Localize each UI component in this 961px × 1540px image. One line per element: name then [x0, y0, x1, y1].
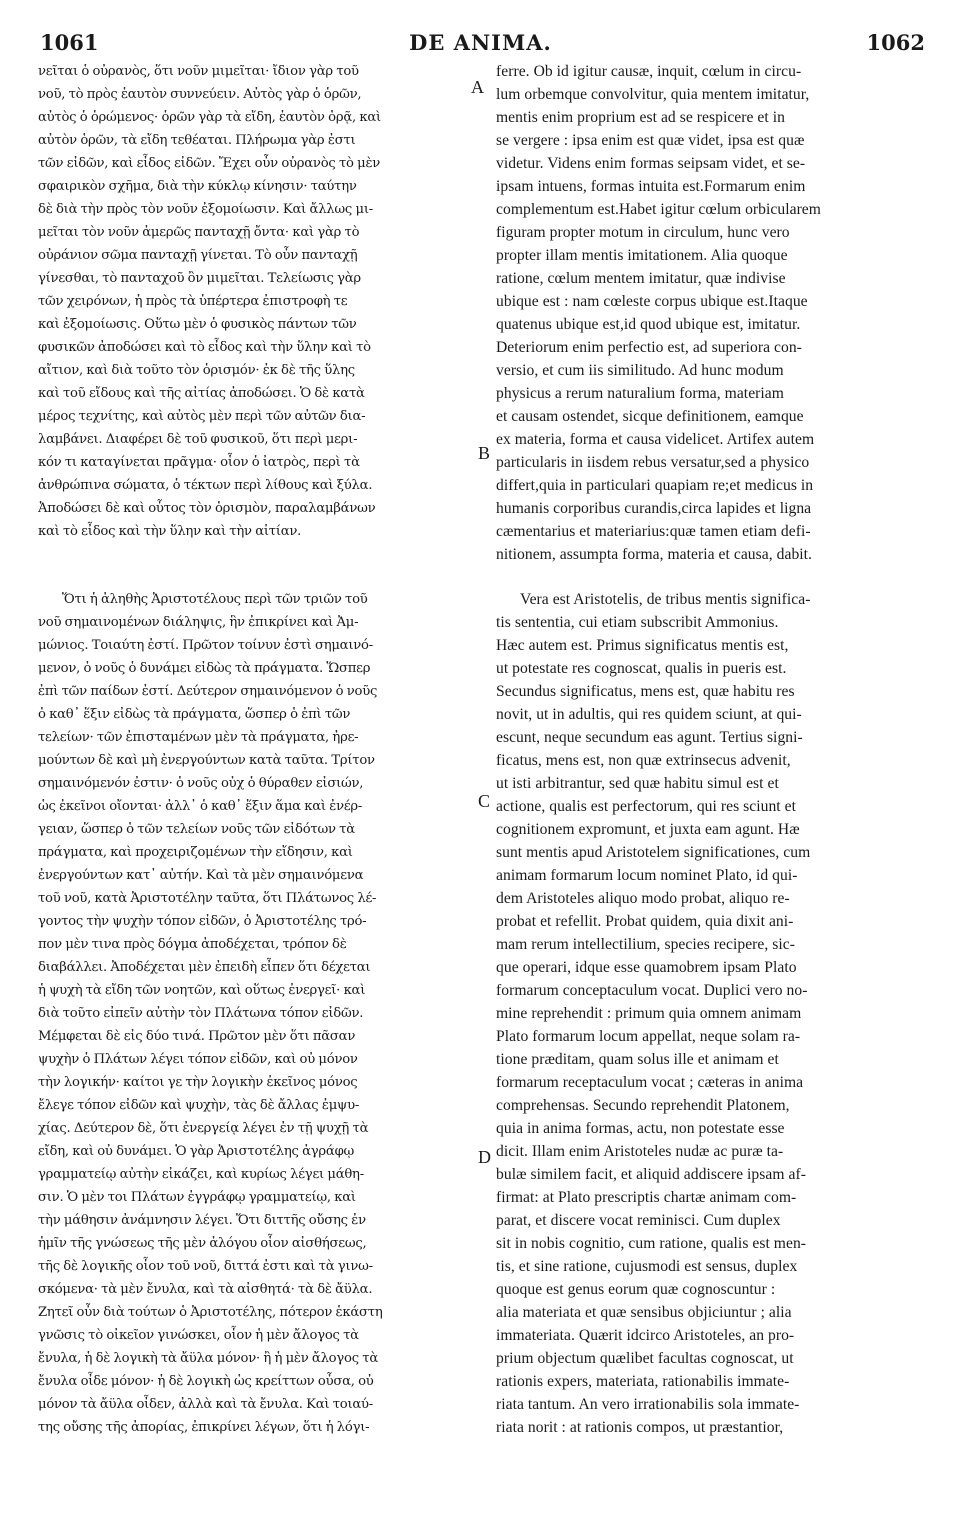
text-line: μόνον τὰ ἄϋλα οἶδεν, ἀλλὰ καὶ τὰ ἔνυλα. Καὶ τοιαύ-	[38, 1397, 374, 1412]
text-line: σιν. Ὁ μὲν τοι Πλάτων ἐγγράφῳ γραμματείῳ, καὶ	[38, 1190, 356, 1205]
text-line: ficatus, mens est, non quæ extrinsecus advenit,	[496, 752, 791, 769]
section-marker-d: D	[478, 1147, 491, 1167]
text-line: ἔνυλα, ἡ δὲ λογικὴ τὰ ἄϋλα μόνον· ἢ ἡ μὲν ἄλογος τὰ	[38, 1351, 378, 1366]
text-line: ἡ ψυχὴ τὰ εἴδη τῶν νοητῶν, καὶ οὕτως ἐνεργεῖ· καὶ	[38, 983, 366, 998]
greek-paragraph-2	[38, 588, 484, 1439]
section-marker-a: A	[471, 77, 484, 97]
text-line: ψυχὴν ὁ Πλάτων λέγει τόπον εἰδῶν, καὶ οὐ μόνον	[38, 1052, 358, 1067]
text-line: cæmentarius et materiarius:quæ tamen etiam defi-	[496, 523, 811, 540]
text-line: μέρος τεχνίτης, καὶ αὐτὸς μὲν περὶ τῶν αὐτῶν δια-	[38, 409, 366, 424]
text-line: της οὔσης τῆς ἀπορίας, ἐπικρίνει λέγων, ὅτι ἡ λόγι-	[38, 1420, 370, 1435]
text-line: quia in anima formas, actu, non potestate esse	[496, 1120, 785, 1137]
running-title: DE ANIMA.	[409, 30, 552, 55]
text-line: εἴδη, καὶ οὐ δυνάμει. Ὁ γὰρ Ἀριστοτέλης ἀγράφῳ	[38, 1144, 355, 1159]
text-line: ipsam intuens, formas intuita est.Formarum enim	[496, 178, 806, 195]
text-line: ex materia, forma et causa videlicet. Artifex autem	[496, 431, 815, 448]
text-line: prium objectum quælibet facultas cognoscat, ut	[496, 1350, 794, 1367]
text-line: ut potestate res cognoscat, qualis in pueris est.	[496, 660, 787, 677]
text-line: νοῦ, τὸ πρὸς ἑαυτὸν συννεύειν. Αὐτὸς γὰρ ὁ ὁρῶν,	[38, 87, 362, 102]
text-line: μεῖται τὸν νοῦν ἀμερῶς πανταχῇ ὄντα· καὶ γὰρ τὸ	[38, 225, 360, 240]
text-line: parat, et discere vocat reminisci. Cum duplex	[496, 1212, 781, 1229]
text-line: ἐνεργούντων κατ᾽ αὐτήν. Καὶ τὰ μὲν σημαινόμενα	[38, 868, 364, 883]
text-line: γίνεσθαι, τὸ πανταχοῦ ὂν μιμεῖται. Τελείωσις γὰρ	[38, 271, 361, 286]
latin-paragraph-2	[496, 588, 924, 1439]
text-line: comprehensas. Secundo reprehendit Platonem,	[496, 1097, 790, 1114]
text-line: πράγματα, καὶ προχειριζομένων τὴν εἴδησιν, καὶ	[38, 845, 353, 860]
text-line: videtur. Videns enim formas seipsam videt, et se-	[496, 155, 806, 172]
text-line: σφαιρικὸν σχῆμα, διὰ τὴν κύκλῳ κίνησιν· ταύτην	[38, 179, 357, 194]
text-line: τῆς δὲ λογικῆς οἷον τοῦ νοῦ, διττά ἐστι καὶ τὰ γινω-	[38, 1259, 373, 1274]
text-line: μούντων δὲ καὶ μὴ ἐνεργούντων κατὰ ταῦτα. Τρίτον	[38, 753, 375, 768]
text-line: Ἀποδώσει δὲ καὶ οὗτος τὸν ὁρισμὸν, παραλαμβάνων	[38, 501, 376, 516]
text-line: φυσικῶν ἀποδώσει καὶ τὸ εἶδος καὶ τὴν ὕλην καὶ τὸ	[38, 340, 371, 355]
text-line: τοῦ νοῦ, κατὰ Ἀριστοτέλην ταῦτα, ὅτι Πλάτωνος λέ-	[38, 891, 377, 906]
text-line: sunt mentis apud Aristotelem significationes, cum	[496, 844, 811, 861]
text-line: Ζητεῖ οὖν διὰ τούτων ὁ Ἀριστοτέλης, πότερον ἑκάστη	[38, 1305, 383, 1320]
text-line: particularis in iisdem rebus versatur,sed a physico	[496, 454, 810, 471]
text-line: quatenus ubique est,id quod ubique est, imitatur.	[496, 316, 801, 333]
text-line: αὐτὸν ὁρῶν, τὰ εἴδη τεθέαται. Πλήρωμα γὰρ ἐστι	[38, 133, 356, 148]
text-line: formarum receptaculum vocat ; cæteras in anima	[496, 1074, 804, 1091]
greek-paragraph-1	[38, 60, 484, 543]
text-line: quoque est genus eorum quæ cognoscuntur :	[496, 1281, 776, 1298]
text-line: κόν τι καταγίνεται πρᾶγμα· οἷον ὁ ἰατρὸς, περὶ τὰ	[38, 455, 360, 470]
text-line: ferre. Ob id igitur causæ, inquit, cœlum in circu-	[496, 63, 802, 80]
text-line: σκόμενα· τὰ μὲν ἔνυλα, καὶ τὰ αἰσθητά· τὰ δὲ ἄϋλα.	[38, 1282, 373, 1297]
text-line: γειαν, ὥσπερ ὁ τῶν τελείων νοῦς τῶν εἰδότων τὰ	[38, 822, 355, 837]
text-line: tis, et sine ratione, cujusmodi est sensus, duplex	[496, 1258, 798, 1275]
text-line: riata tantum. An vero irrationabilis sola immate-	[496, 1396, 800, 1413]
text-line: propter illam mentis imitationem. Alia quoque	[496, 247, 788, 264]
text-line: animam formarum locum nominet Plato, id qui-	[496, 867, 798, 884]
text-line: αἴτιον, καὶ διὰ τοῦτο τὸν ὁρισμόν· ἐκ δὲ τῆς ὕλης	[38, 363, 355, 378]
text-line: τῶν εἰδῶν, καὶ εἶδος εἰδῶν. Ἔχει οὖν οὐρανὸς τὸ μὲν	[38, 156, 381, 171]
text-line: complementum est.Habet igitur cœlum orbicularem	[496, 201, 821, 218]
text-line: Hæc autem est. Primus significatus mentis est,	[496, 637, 789, 654]
text-line: humanis corporibus curandis,circa lapides et ligna	[496, 500, 812, 517]
text-line: Secundus significatus, mens est, quæ habitu res	[496, 683, 795, 700]
text-line: que operari, idque esse quamobrem ipsam Plato	[496, 959, 797, 976]
text-line: versio, et cum iis similitudo. Ad hunc modum	[496, 362, 784, 379]
page-number-left: 1061	[40, 30, 99, 55]
text-line: actione, qualis est perfectorum, qui res sciunt et	[496, 798, 796, 815]
text-line: ἀνθρώπινα σώματα, ὁ τέκτων περὶ λίθους καὶ ξύλα.	[38, 478, 373, 493]
text-line: τῶν χειρόνων, ἡ πρὸς τὰ ὑπέρτερα ἐπιστροφὴ τε	[38, 294, 348, 309]
text-line: tis sententia, cui etiam subscribit Ammonius.	[496, 614, 779, 631]
section-marker-b: B	[478, 443, 491, 463]
text-line: πον μὲν τινα πρὸς δόγμα ἀποδέχεται, τρόπον δὲ	[38, 937, 347, 952]
text-line: Plato formarum locum appellat, neque solam ra-	[496, 1028, 801, 1045]
text-line: διὰ τοῦτο εἰπεῖν αὐτὴν τὸν Πλάτωνα τόπον εἰδῶν.	[38, 1006, 364, 1021]
text-line: ἐπὶ τῶν παίδων ἐστί. Δεύτερον σημαινόμενον ὁ νοῦς	[38, 684, 378, 699]
text-line: Vera est Aristotelis, de tribus mentis significa-	[520, 591, 811, 608]
text-line: dem Aristoteles aliquo modo probat, aliquo re-	[496, 890, 790, 907]
text-line: γνῶσις τὸ οἰκεῖον γινώσκει, οἷον ἡ μὲν ἄλογος τὰ	[38, 1328, 359, 1343]
text-line: διαβάλλει. Ἀποδέχεται μὲν ἐπειδὴ εἶπεν ὅτι δέχεται	[38, 960, 371, 975]
section-marker-c: C	[478, 791, 491, 811]
text-line: probat et refellit. Probat quidem, quia dixit ani-	[496, 913, 794, 930]
text-line: figuram propter motum in circulum, hunc vero	[496, 224, 790, 241]
text-line: ubique est : nam cœleste corpus ubique est.Itaque	[496, 293, 808, 310]
text-line: se vergere : ipsa enim est quæ videt, ipsa est quæ	[496, 132, 805, 149]
text-line: Ὅτι ἡ ἀληθὴς Ἀριστοτέλους περὶ τῶν τριῶν τοῦ	[62, 592, 368, 607]
text-line: καὶ ἐξομοίωσις. Οὕτω μὲν ὁ φυσικὸς πάντων τῶν	[38, 317, 357, 332]
text-line: et causam ostendet, sicque definitionem, eamque	[496, 408, 804, 425]
text-line: tione præditam, quam solus ille et animam et	[496, 1051, 779, 1068]
text-line: ὡς ἐκεῖνοι οἴονται· ἀλλ᾽ ὁ καθ᾽ ἕξιν ἅμα καὶ ἐνέρ-	[38, 799, 363, 814]
text-line: physicus a rerum naturalium forma, materiam	[496, 385, 784, 402]
text-line: γραμματείῳ αὐτὴν εἰκάζει, καὶ κυρίως λέγει μάθη-	[38, 1167, 364, 1182]
text-line: alia materiata et quæ sensibus objiciuntur ; alia	[496, 1304, 792, 1321]
text-line: καὶ τοῦ εἴδους καὶ τῆς αἰτίας ἀποδώσει. Ὁ δὲ κατὰ	[38, 386, 365, 401]
text-line: τελείων· τῶν ἐπισταμένων μὲν τὰ πράγματα, ἠρε-	[38, 730, 359, 745]
text-line: ratione, cœlum mentem imitatur, quæ indivise	[496, 270, 786, 287]
text-line: mentis enim proprium est ad se respicere et in	[496, 109, 785, 126]
text-line: sit in nobis cognitio, cum ratione, qualis est men-	[496, 1235, 807, 1252]
text-line: lum orbemque convolvitur, quia mentem imitatur,	[496, 86, 810, 103]
text-line: οὐράνιον σῶμα πανταχῇ γίνεται. Τὸ οὖν πανταχῇ	[38, 248, 358, 263]
text-line: αὐτὸς ὁ ὁρώμενος· ὁρῶν γὰρ τὰ εἴδη, ἑαυτὸν ὁρᾷ, καὶ	[38, 110, 381, 125]
text-line: καὶ τὸ εἶδος καὶ τὴν ὕλην καὶ τὴν αἰτίαν.	[38, 524, 302, 539]
text-line: τὴν μάθησιν ἀνάμνησιν λέγει. Ὅτι διττῆς οὔσης ἐν	[38, 1213, 366, 1228]
text-line: ut isti arbitrantur, sed quæ habitu simul est et	[496, 775, 779, 792]
text-line: differt,quia in particulari quapiam re;et medicus in	[496, 477, 814, 494]
text-line: immateriata. Quærit idcirco Aristoteles, an pro-	[496, 1327, 795, 1344]
text-line: μώνιος. Τοιαύτη ἐστί. Πρῶτον τοίνυν ἐστὶ σημαινό-	[38, 638, 373, 653]
text-line: formarum conceptaculum vocat. Duplici vero no-	[496, 982, 808, 999]
text-line: riata norit : at rationis compos, ut præstantior,	[496, 1419, 784, 1436]
text-line: escunt, neque secundum eas agunt. Tertius signi-	[496, 729, 803, 746]
text-line: mam rerum intellectilium, species recipere, sic-	[496, 936, 795, 953]
text-line: rationis expers, materiata, rationabilis immate-	[496, 1373, 790, 1390]
text-line: γοντος τὴν ψυχὴν τόπον εἰδῶν, ὁ Ἀριστοτέλης τρό-	[38, 914, 367, 929]
text-line: τὴν λογικήν· καίτοι γε τὴν λογικὴν ἐκεῖνος μόνος	[38, 1075, 358, 1090]
text-line: λαμβάνει. Διαφέρει δὲ τοῦ φυσικοῦ, ὅτι περὶ μερι-	[38, 432, 358, 447]
text-line: χίας. Δεύτερον δὲ, ὅτι ἐνεργείᾳ λέγει ἐν τῇ ψυχῇ τὰ	[38, 1121, 369, 1136]
text-line: ἔλεγε τόπον εἰδῶν καὶ ψυχὴν, τὰς δὲ ἄλλας ἐμψυ-	[38, 1098, 360, 1113]
text-line: νοῦ σημαινομένων διάληψις, ἣν ἐπικρίνει καὶ Ἀμ-	[38, 615, 359, 630]
text-line: μενον, ὁ νοῦς ὁ δυνάμει εἰδὼς τὰ πράγματα. Ὥσπερ	[38, 661, 371, 676]
text-line: cognitionem expromunt, et juxta eam agunt. Hæ	[496, 821, 800, 838]
text-line: Μέμφεται δὲ εἰς δύο τινά. Πρῶτον μὲν ὅτι πᾶσαν	[38, 1029, 356, 1044]
text-line: ἡμῖν τῆς γνώσεως τῆς μὲν ἀλόγου οἷον αἰσθήσεως,	[38, 1236, 367, 1251]
text-line: σημαινόμενόν ἐστιν· ὁ νοῦς οὐχ ὁ θύραθεν εἰσιών,	[38, 776, 364, 791]
text-line: bulæ similem facit, et aliquid addiscere ipsam af-	[496, 1166, 806, 1183]
text-line: Deteriorum enim perfectio est, ad superiora con-	[496, 339, 802, 356]
text-line: νεῖται ὁ οὐρανὸς, ὅτι νοῦν μιμεῖται· ἴδιον γὰρ τοῦ	[38, 64, 359, 79]
text-line: ὁ καθ᾽ ἕξιν εἰδὼς τὰ πράγματα, ὥσπερ ὁ ἐπὶ τῶν	[38, 707, 351, 722]
text-line: dicit. Illam enim Aristoteles nudæ ac puræ ta-	[496, 1143, 784, 1160]
page-number-right: 1062	[866, 30, 925, 55]
text-line: ἔνυλα οἶδε μόνον· ἡ δὲ λογικὴ ὡς κρείττων οὖσα, οὐ	[38, 1374, 374, 1389]
latin-paragraph-1	[496, 60, 924, 566]
text-line: mine reprehendit : primum quia omnem animam	[496, 1005, 802, 1022]
text-line: nitionem, assumpta forma, materia et causa, dabit.	[496, 546, 813, 563]
text-line: novit, ut in adultis, qui res quidem sciunt, at qui-	[496, 706, 802, 723]
text-line: δὲ διὰ τὴν πρὸς τὸν νοῦν ἐξομοίωσιν. Καὶ ἄλλως μι-	[38, 202, 373, 217]
text-line: firmat: at Plato prescriptis chartæ animam com-	[496, 1189, 797, 1206]
